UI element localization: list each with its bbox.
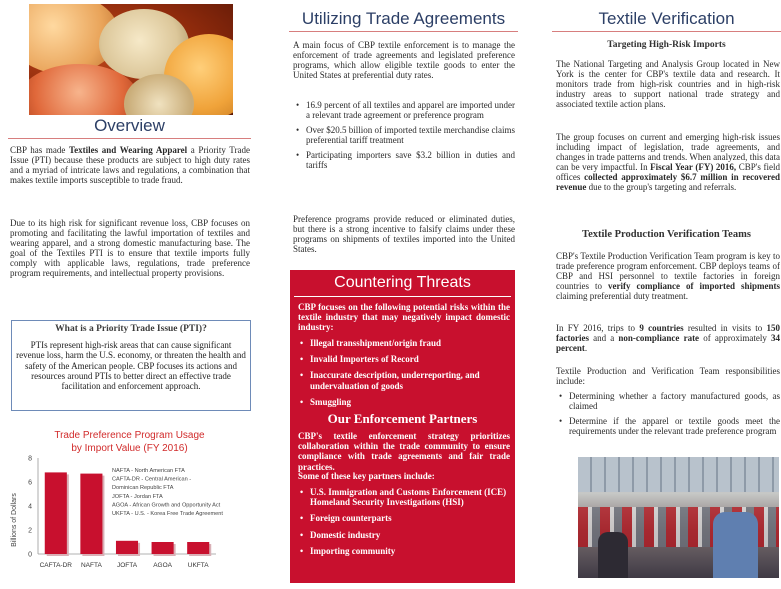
- yarn-spools-photo: [29, 4, 233, 115]
- chart-y-axis-label: Billions of Dollars: [11, 493, 18, 547]
- verification-paragraph-3: CBP's Textile Production Verification Team program is key to trade preference program enforcement. CBP deploys teams of CBP and HSI personnel to textile factories in foreign countries to verify compliance of imported shipments claiming preferential duty treatment.: [556, 251, 780, 302]
- bar-agoa: [152, 542, 174, 554]
- legend-entry: CAFTA-DR - Central American -: [112, 476, 192, 483]
- y-tick-label: 6: [28, 479, 32, 487]
- enforcement-partners-heading: Our Enforcement Partners: [327, 411, 478, 426]
- list-item: • Importing community: [294, 546, 510, 556]
- verification-paragraph-5: Textile Production and Verification Team responsibilities include:: [556, 366, 780, 387]
- legend-entry: NAFTA - North American FTA: [112, 468, 185, 474]
- verification-paragraph-1: The National Targeting and Analysis Group located in New York is the center for CBP's textile data and research. It monitors trade from high-risk countries and in high-risk industry areas to support national trade strategy and associated textile action plans.: [556, 59, 780, 110]
- x-tick-label: JOFTA: [116, 562, 138, 569]
- overview-paragraph-2: Due to its high risk for significant revenue loss, CBP focuses on promoting and facilitating the lawful importation of textiles and wearing apparel, and a strong domestic manufacturing base. The goal of the Textiles PTI is to ensure that textile imports fully comply with applicable laws, regulations, trade preference program requirements, and intellectual property provisions.: [10, 218, 250, 279]
- textile-verification-heading: Textile Verification: [598, 9, 735, 28]
- threats-list: [294, 338, 510, 413]
- list-item: • Determining whether a factory manufactured goods, as claimed: [556, 391, 780, 411]
- overview-heading: Overview: [94, 116, 165, 135]
- targeting-subheading: Targeting High-Risk Imports: [607, 40, 726, 50]
- x-tick-label: NAFTA: [80, 562, 102, 569]
- legend-entry: Dominican Republic FTA: [112, 485, 174, 492]
- bar-nafta: [80, 474, 102, 554]
- textile-factory-photo: [578, 457, 779, 578]
- countering-threats-heading: Countering Threats: [334, 274, 471, 291]
- list-item: • Over $20.5 billion of imported textile merchandise claims preferential tariff treatment: [293, 125, 515, 145]
- verification-teams-subheading: Textile Production Verification Teams: [582, 229, 751, 240]
- list-item: • Inaccurate description, underreporting, and undervaluation of goods: [294, 370, 510, 390]
- y-tick-label: 4: [28, 503, 32, 511]
- countering-intro: CBP focuses on the following potential risks within the textile industry that may negatively impact domestic industry:: [298, 302, 510, 333]
- list-item: • Invalid Importers of Record: [294, 354, 510, 364]
- list-item: • Illegal transshipment/origin fraud: [294, 338, 510, 348]
- legend-entry: JOFTA - Jordan FTA: [112, 493, 163, 500]
- pti-info-box: [11, 320, 251, 411]
- partners-list: [294, 487, 510, 562]
- list-item: • Domestic industry: [294, 530, 510, 540]
- trade-agreements-intro: A main focus of CBP textile enforcement is to manage the enforcement of trade agreements and legislated preference programs, which allow eligible textile goods to enter the United States at preferential duty rates.: [293, 40, 515, 81]
- textile-verification-column: [552, 0, 781, 589]
- y-tick-label: 2: [28, 527, 32, 535]
- chart-title-line-2: by Import Value (FY 2016): [71, 443, 188, 454]
- y-tick-label: 0: [28, 551, 32, 559]
- list-item: • 16.9 percent of all textiles and apparel are imported under a relevant trade agreement or preference program: [293, 100, 515, 120]
- trade-agreements-heading: Utilizing Trade Agreements: [301, 9, 506, 28]
- y-tick-label: 8: [28, 455, 32, 463]
- pti-box-text: PTIs represent high-risk areas that can cause significant revenue loss, harm the U.S. economy, or threaten the health and safety of the American people. CBP focuses its actions and resources around PTIs to better direct an effective trade facilitation and enforcement approach.: [16, 340, 246, 392]
- legend-entry: UKFTA - U.S. - Korea Free Trade Agreement: [112, 511, 223, 517]
- bar-ukfta: [187, 542, 209, 554]
- trade-preference-bar-chart: [8, 452, 251, 584]
- bar-jofta: [116, 541, 138, 554]
- countering-divider: [294, 296, 511, 297]
- legend-entry: AGOA - African Growth and Opportunity Act: [112, 502, 221, 509]
- partners-intro: CBP's textile enforcement strategy prioritizes collaboration within the trade community to ensure compliance with trade agreements and fair trade practices.: [298, 431, 510, 472]
- list-item: • Smuggling: [294, 397, 510, 407]
- overview-divider: [8, 138, 251, 139]
- trade-agreements-closing: Preference programs provide reduced or eliminated duties, but there is a strong incentive to falsify claims under these programs on shipments of textiles imported into the United States.: [293, 214, 515, 255]
- list-item: • Foreign counterparts: [294, 513, 510, 523]
- partners-lead: Some of these key partners include:: [298, 471, 435, 481]
- list-item: • Determine if the apparel or textile goods meet the requirements under the relevant trade preference program: [556, 416, 780, 436]
- list-item: • U.S. Immigration and Customs Enforcement (ICE) Homeland Security Investigations (HSI): [294, 487, 510, 507]
- trade-agreements-bullets: [293, 100, 515, 176]
- verification-divider: [552, 31, 781, 32]
- countering-threats-panel: [290, 270, 515, 583]
- bar-cafta-dr: [45, 472, 67, 554]
- x-tick-label: UKFTA: [187, 562, 209, 569]
- verification-paragraph-4: In FY 2016, trips to 9 countries resulted in visits to 150 factories and a non-compliance rate of approximately 34 percent.: [556, 323, 781, 354]
- verification-paragraph-2: The group focuses on current and emerging high-risk issues including impact of legislation, trade agreements, and changes in trade patterns and trends. When analyzed, this data can be very impactful. In Fiscal Year (FY) 2016, CBP's field offices collected approximately $6.7 million in recovered revenue due to the group's targeting and referrals.: [556, 132, 780, 193]
- x-tick-label: CAFTA-DR: [39, 562, 72, 569]
- overview-column: [8, 0, 251, 589]
- verification-bullets: [556, 391, 780, 441]
- trade-agreements-divider: [289, 31, 518, 32]
- pti-box-title: What is a Priority Trade Issue (PTI)?: [55, 324, 207, 334]
- x-tick-label: AGOA: [153, 562, 172, 569]
- chart-title-line-1: Trade Preference Program Usage: [54, 430, 205, 441]
- list-item: • Participating importers save $3.2 billion in duties and tariffs: [293, 150, 515, 170]
- overview-paragraph-1: CBP has made Textiles and Wearing Apparel a Priority Trade Issue (PTI) because these products are subject to high duty rates and a myriad of intricate laws and regulations, a combination that makes textile imports susceptible to trade fraud.: [10, 145, 250, 186]
